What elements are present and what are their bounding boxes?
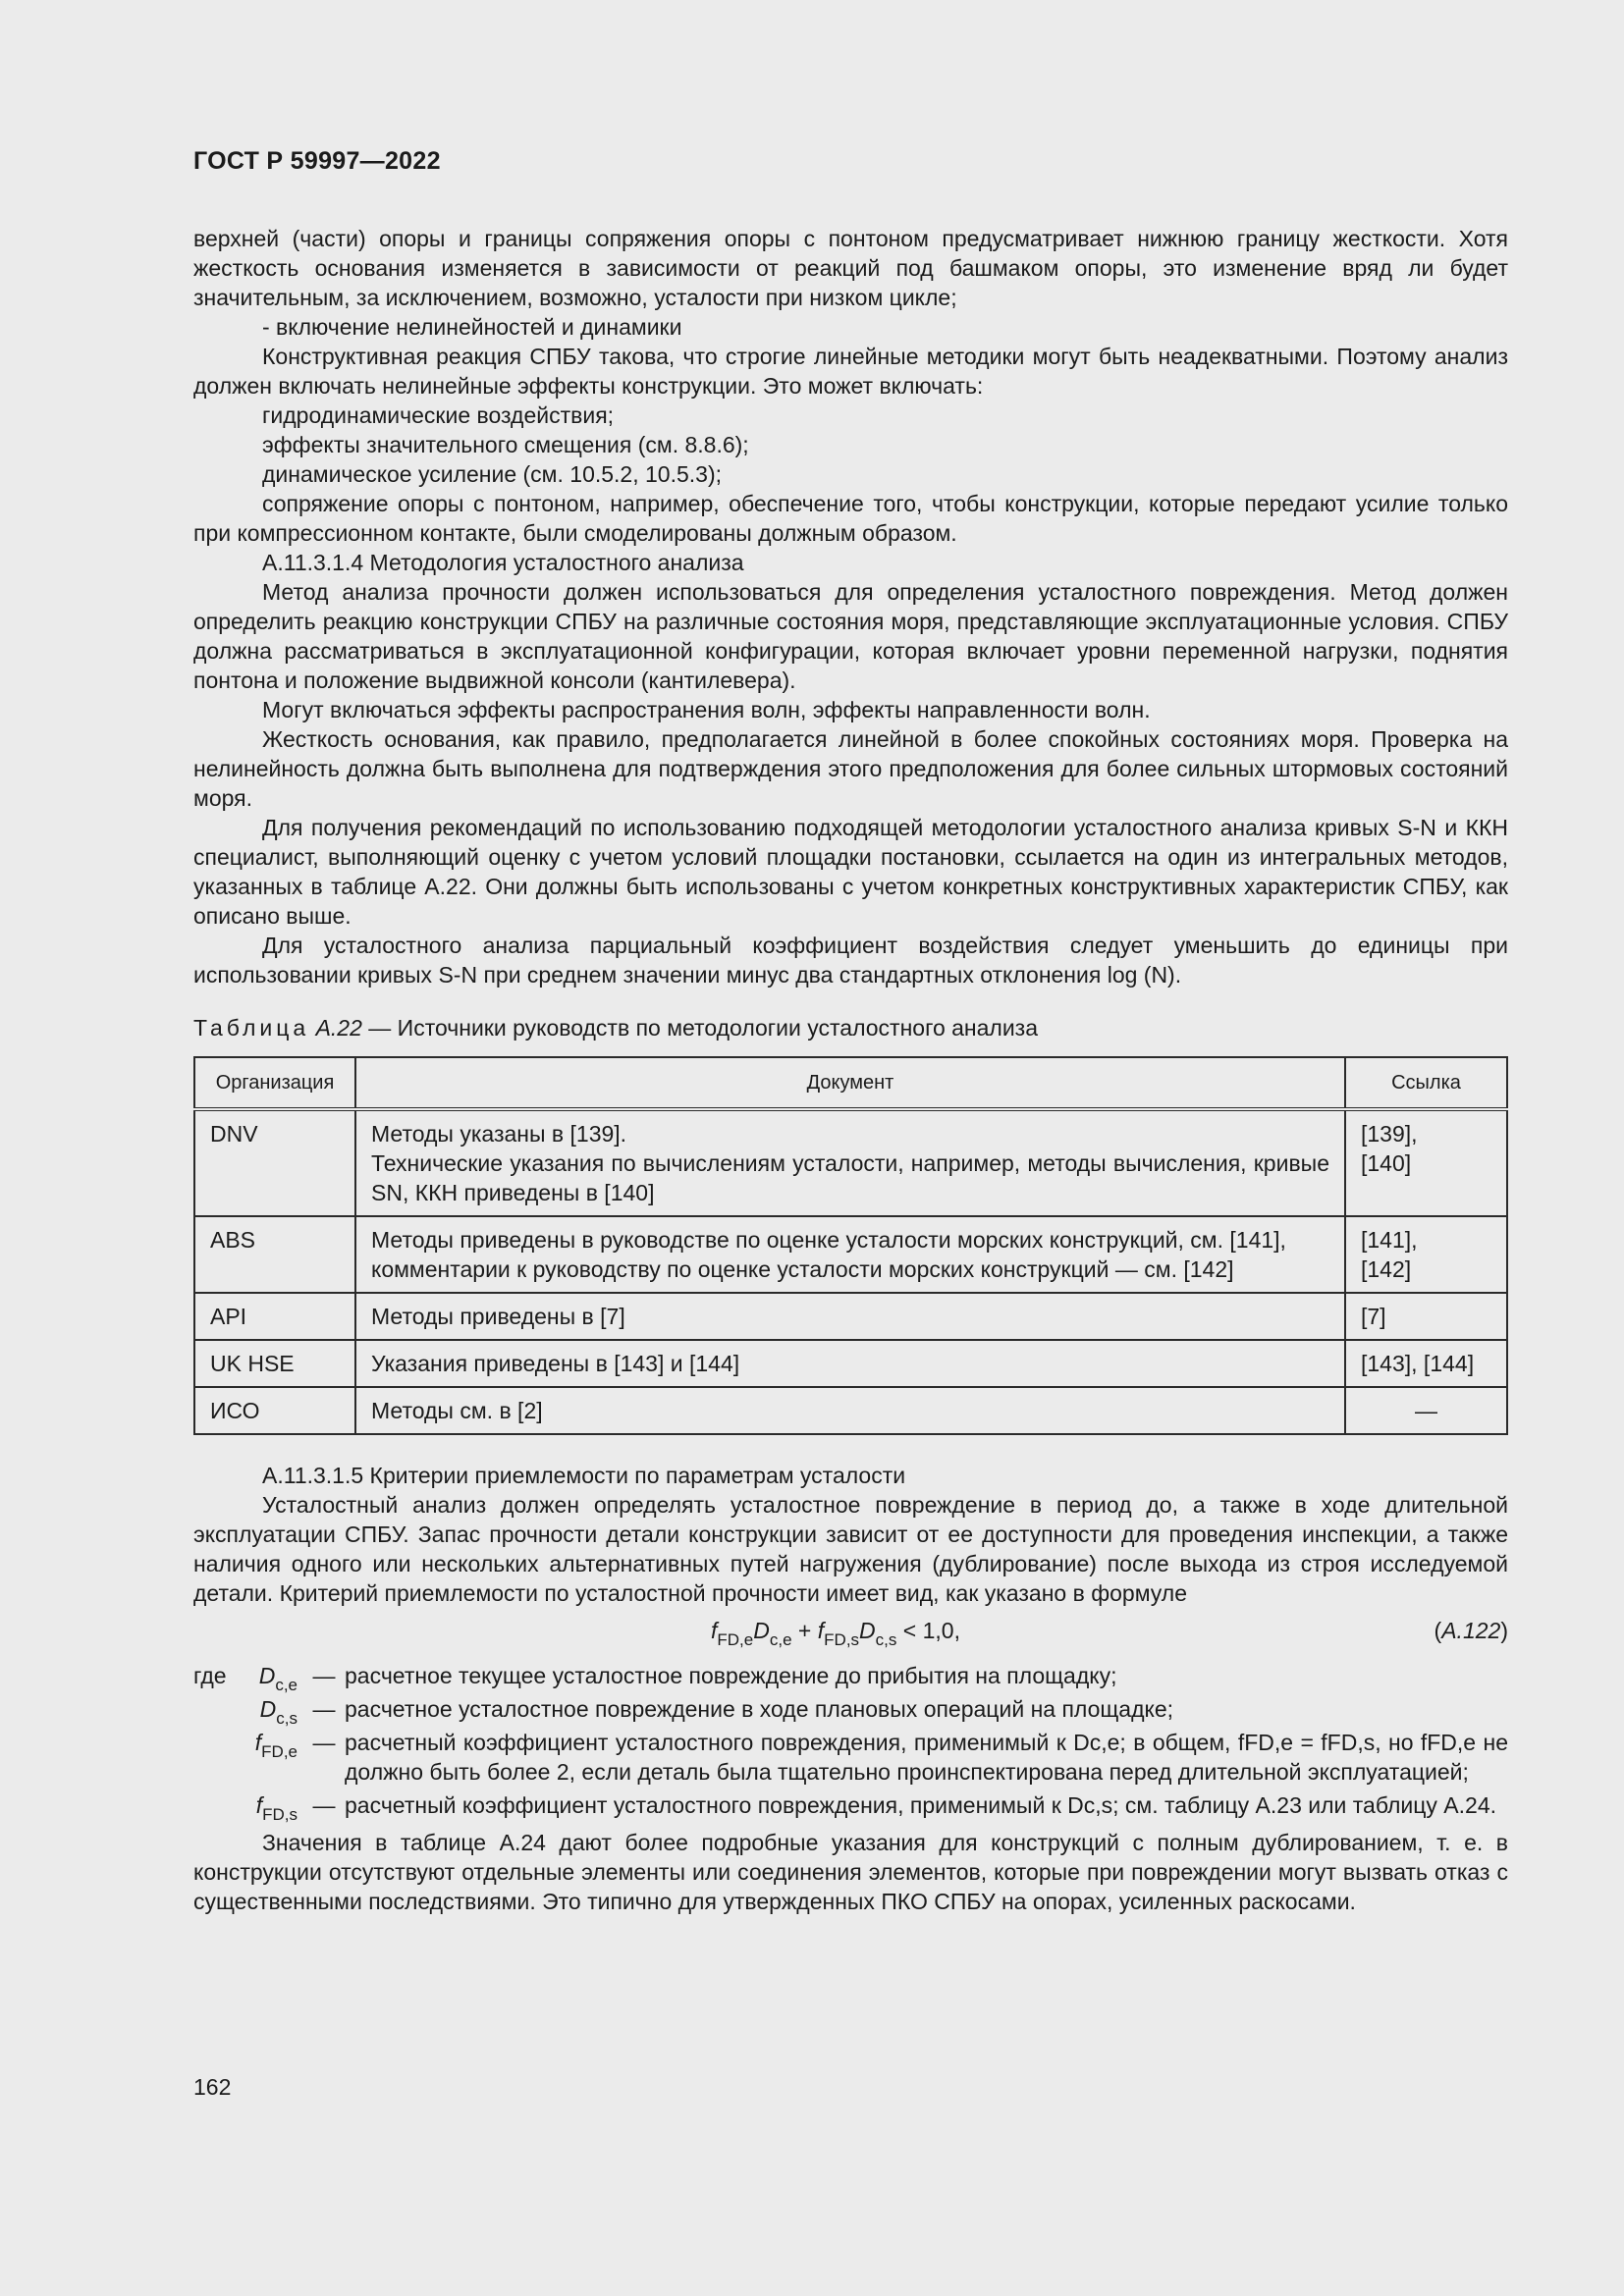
table-row [194, 1293, 1507, 1340]
cell-ref [1345, 1293, 1507, 1340]
sources-table [193, 1056, 1508, 1435]
table-caption [193, 1013, 1508, 1042]
paragraph: Для усталостного анализа парциальный коэффициент воздействия следует уменьшить до единицы при использовании кривых S-N при среднем значении минус два стандартных отклонения log (N). [193, 933, 1508, 988]
paragraph: А.11.3.1.4 Методология усталостного анализа [262, 550, 744, 575]
formula-expression: $f_{FD,e}D_{c,e} + f_{FD,s}D_{c,s} < 1,0$, [711, 1618, 960, 1649]
ref-line: [143], [144] [1361, 1351, 1475, 1376]
cell-org: DNV [194, 1109, 355, 1216]
paragraph: сопряжение опоры с понтоном, например, обеспечение того, чтобы конструкции, которые передают усилие только при компрессионном контакте, были смоделированы должным образом. [193, 491, 1508, 546]
definitions-list [193, 1659, 1508, 1822]
table-caption-title: — Источники руководств по методологии усталостного анализа [361, 1015, 1039, 1041]
paragraph: динамическое усиление (см. 10.5.2, 10.5.3); [262, 461, 722, 487]
table-row [194, 1387, 1507, 1434]
ref-line: [141], [1361, 1227, 1418, 1253]
document-line: Методы см. в [2] [371, 1398, 543, 1423]
table-row [194, 1216, 1507, 1293]
criteria-paragraph: Усталостный анализ должен определять усталостное повреждение в период до, а также в ходе длительной эксплуатации СПБУ. Запас прочности детали конструкции зависит от ее доступности для проведения инспекции, а также наличия одного или нескольких альтернативных путей нагружения (дублирование) после выхода из строя исследуемой детали. Критерий приемлемости по усталостной прочности имеет вид, как указано в формуле [193, 1492, 1508, 1606]
cell-document [355, 1216, 1345, 1293]
definition-dash: — [312, 1792, 336, 1818]
paragraph: Могут включаться эффекты распространения волн, эффекты направленности волн. [262, 697, 1151, 722]
definition-text: расчетное текущее усталостное повреждение до прибытия на площадку; [345, 1663, 1117, 1688]
definition-dash: — [312, 1696, 336, 1722]
ref-line: [7] [1361, 1304, 1386, 1329]
table-row [194, 1109, 1507, 1216]
document-line: Указания приведены в [143] и [144] [371, 1351, 740, 1376]
definition-dash: — [312, 1730, 336, 1755]
section-heading: А.11.3.1.5 Критерии приемлемости по параметрам усталости [262, 1463, 906, 1488]
table-row [194, 1340, 1507, 1387]
cell-org: UK HSE [194, 1340, 355, 1387]
definition-symbol: $D_{c,s}$ [259, 1696, 298, 1728]
document-line: Технические указания по вычислениям усталости, например, методы вычисления, кривые SN, ККН приведены в [140] [371, 1150, 1329, 1205]
paragraph: Метод анализа прочности должен использоваться для определения усталостного повреждения. Метод должен определить реакцию конструкции СПБУ на различные состояния моря, представляющие эксплуатационные условия. СПБУ должна рассматриваться в эксплуатационной конфигурации, которая включает уровни переменной нагрузки, поднятия понтона и положение выдвижной консоли (кантилевера). [193, 579, 1508, 693]
formula-number: (А.122) [1434, 1618, 1508, 1643]
document-line: Методы приведены в [7] [371, 1304, 625, 1329]
paragraph: - включение нелинейностей и динамики [262, 314, 682, 340]
definition-item [193, 1659, 1508, 1692]
table-caption-word: Таблица [193, 1015, 310, 1041]
final-paragraph: Значения в таблице А.24 дают более подробные указания для конструкций с полным дублированием, т. е. в конструкции отсутствуют отдельные элементы или соединения элементов, которые при повреждении могут вызвать отказ с существенными последствиями. Это типично для утвержденных ПКО СПБУ на опорах, усиленных раскосами. [193, 1830, 1508, 1914]
ref-line: — [1415, 1398, 1437, 1423]
definition-text: расчетный коэффициент усталостного повреждения, применимый к Dc,e; в общем, fFD,e = fFD,s, но fFD,e не должно быть более 2, если деталь была тщательно проинспектирована перед длительной эксплуатацией; [345, 1730, 1508, 1785]
definition-symbol: $f_{FD,s}$ [255, 1792, 298, 1824]
definition-dash: — [312, 1663, 336, 1688]
definition-item [193, 1789, 1508, 1822]
cell-ref [1345, 1340, 1507, 1387]
definition-text: расчетный коэффициент усталостного повреждения, применимый к Dc,s; см. таблицу А.23 или таблицу А.24. [345, 1792, 1497, 1818]
top-paragraphs [193, 224, 1508, 989]
header-document: Документ [355, 1057, 1345, 1109]
paragraph: гидродинамические воздействия; [262, 402, 615, 428]
cell-document [355, 1387, 1345, 1434]
paragraph: эффекты значительного смещения (см. 8.8.6); [262, 432, 749, 457]
header-org: Организация [194, 1057, 355, 1109]
paragraph: Конструктивная реакция СПБУ такова, что строгие линейные методики могут быть неадекватными. Поэтому анализ должен включать нелинейные эффекты конструкции. Это может включать: [193, 344, 1508, 399]
definition-symbol: $f_{FD,e}$ [254, 1730, 298, 1761]
definition-item [193, 1692, 1508, 1726]
ref-line: [140] [1361, 1150, 1412, 1176]
definition-text: расчетное усталостное повреждение в ходе плановых операций на площадке; [345, 1696, 1174, 1722]
paragraph: Жесткость основания, как правило, предполагается линейной в более спокойных состояниях моря. Проверка на нелинейность должна быть выполнена для подтверждения этого предположения для более сильных штормовых состояний моря. [193, 726, 1508, 811]
definition-item [193, 1726, 1508, 1789]
page-number: 162 [193, 2074, 232, 2100]
cell-ref [1345, 1216, 1507, 1293]
cell-document [355, 1340, 1345, 1387]
cell-document [355, 1293, 1345, 1340]
definition-symbol: $D_{c,e}$ [258, 1663, 298, 1694]
ref-line: [142] [1361, 1256, 1412, 1282]
cell-document [355, 1109, 1345, 1216]
header-ref: Ссылка [1345, 1057, 1507, 1109]
document-line: Методы приведены в руководстве по оценке усталости морских конструкций, см. [141], [371, 1227, 1286, 1253]
table-header-row [194, 1057, 1507, 1109]
ref-line: [139], [1361, 1121, 1418, 1147]
document-body [193, 224, 1508, 1916]
cell-org: ABS [194, 1216, 355, 1293]
paragraph: верхней (части) опоры и границы сопряжения опоры с понтоном предусматривает нижнюю границу жесткости. Хотя жесткость основания изменяется в зависимости от реакций под башмаком опоры, это изменение вряд ли будет значительным, за исключением, возможно, усталости при низком цикле; [193, 226, 1508, 310]
where-label: где [193, 1663, 227, 1688]
document-header: ГОСТ Р 59997—2022 [193, 147, 441, 175]
cell-org: API [194, 1293, 355, 1340]
document-line: комментарии к руководству по оценке усталости морских конструкций — см. [142] [371, 1256, 1234, 1282]
table-caption-ref: А.22 [315, 1015, 362, 1041]
table-body [194, 1109, 1507, 1434]
cell-ref [1345, 1387, 1507, 1434]
document-line: Методы указаны в [139]. [371, 1121, 627, 1147]
formula-a122 [193, 1612, 1508, 1655]
cell-org: ИСО [194, 1387, 355, 1434]
paragraph: Для получения рекомендаций по использованию подходящей методологии усталостного анализа кривых S-N и ККН специалист, выполняющий оценку с учетом условий площадки постановки, ссылается на один из интегральных методов, указанных в таблице А.22. Они должны быть использованы с учетом конкретных конструктивных характеристик СПБУ, как описано выше. [193, 815, 1508, 929]
cell-ref [1345, 1109, 1507, 1216]
